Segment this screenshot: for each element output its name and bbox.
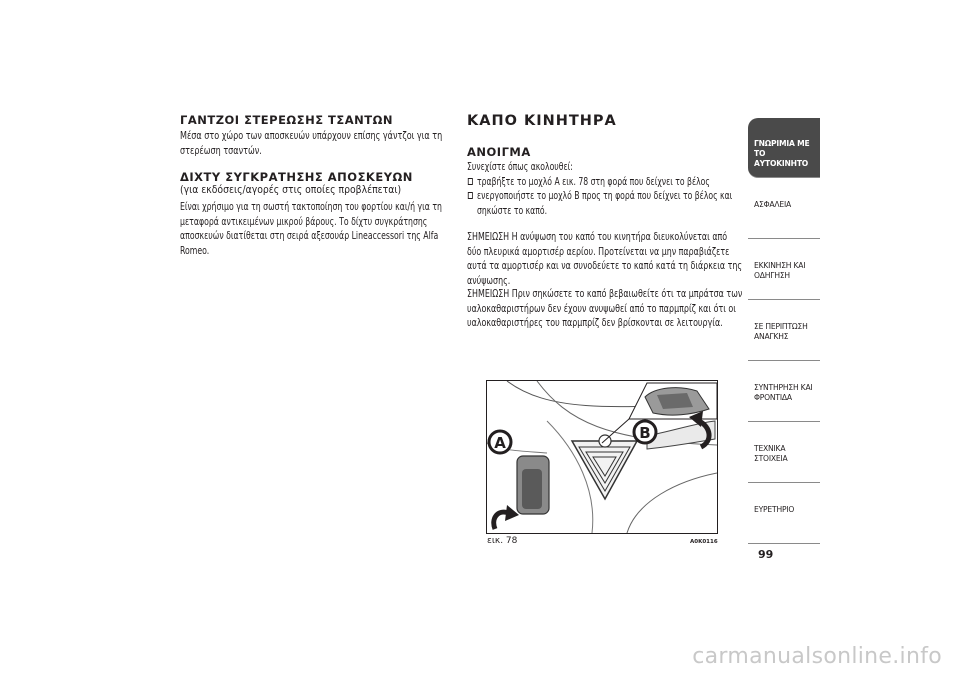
list-item [467, 175, 710, 190]
list-item-text: σηκώστε το καπό. [476, 204, 548, 217]
hood-release-illustration [487, 381, 717, 533]
opening-instructions [467, 160, 733, 218]
tab-label: ΦΡΟΝΤΙΔΑ [754, 393, 792, 402]
luggage-net-subtitle: (για εκδόσεις/αγορές στις οποίες προβλέπεται) [180, 184, 402, 196]
tab-label: ΕΚΚΙΝΗΣΗ ΚΑΙ [754, 261, 806, 270]
tab-technical-data[interactable] [748, 423, 820, 483]
tab-label: ΑΝΑΓΚΗΣ [754, 332, 789, 341]
tab-label: ΑΥΤΟΚΙΝΗΤΟ [754, 159, 809, 168]
subsection-heading-opening: ΑΝΟΙΓΜΑ [467, 145, 531, 159]
section-heading-luggage-net: ΔΙΧΤΥ ΣΥΓΚΡΑΤΗΣΗΣ ΑΠΟΣΚΕΥΩΝ [180, 170, 413, 184]
intro-text: Συνεχίστε όπως ακολουθεί: [467, 161, 573, 173]
list-item [467, 189, 733, 218]
text-line: Είναι χρήσιμο για τη σωστή τακτοποίηση του φορτίου και/ή για τη [180, 201, 442, 213]
text-line: δύο πλευρικά αμορτισέρ αερίου. Προτείνεται να μην παραβιάζετε [467, 245, 730, 258]
luggage-net-paragraph [180, 200, 442, 258]
text-line: υαλοκαθαριστήρων δεν έχουν ανυψωθεί από το παρμπρίζ και ότι οι [467, 302, 736, 315]
text-line: ανύψωσης. [467, 274, 511, 287]
note-wipers [467, 287, 743, 331]
text-line: αυτά τα αμορτισέρ και να συνοδεύετε το καπό κατά τη διάρκεια της [467, 260, 743, 272]
tab-safety[interactable] [748, 179, 820, 239]
tab-emergency[interactable] [748, 301, 820, 361]
tab-label: ΟΔΗΓΗΣΗ [754, 271, 790, 280]
page-title: ΚΑΠΟ ΚΙΝΗΤΗΡΑ [467, 113, 617, 129]
text-line: υαλοκαθαριστήρες του παρμπρίζ δεν βρίσκονται σε λειτουργία. [467, 317, 723, 329]
text-line: μεταφορά αντικειμένων μικρού βάρους. Το δίχτυ συγκράτησης [180, 215, 428, 228]
tab-label: ΑΣΦΑΛΕΙΑ [754, 200, 791, 209]
tab-label: ΤΕΧΝΙΚΑ ΣΤΟΙΧΕΙΑ [754, 444, 788, 463]
figure-caption: εικ. 78 [487, 536, 518, 546]
figure-code: A0K0116 [690, 539, 718, 545]
text-line: στερέωση τσαντών. [180, 144, 262, 157]
page-number: 99 [758, 548, 774, 561]
tab-index[interactable] [748, 484, 820, 544]
note-gas-struts [467, 230, 743, 288]
text-line: ΣΗΜΕΙΩΣΗ Πριν σηκώσετε το καπό βεβαιωθείτε ότι τα μπράτσα των [467, 288, 743, 300]
text-line: αποσκευών διατίθεται στη σειρά αξεσουάρ Lineaccessori της Alfa [180, 230, 439, 242]
tab-getting-to-know-car[interactable] [748, 118, 820, 178]
tab-label: ΣΥΝΤΗΡΗΣΗ ΚΑΙ [754, 383, 813, 392]
watermark: carmanualsonline.info [692, 644, 942, 669]
figure-hood-release [486, 380, 718, 534]
tab-label: ΓΝΩΡΙΜΙΑ ΜΕ ΤΟ [754, 139, 810, 158]
section-heading-bag-hooks: ΓΑΝΤΖΟΙ ΣΤΕΡΕΩΣΗΣ ΤΣΑΝΤΩΝ [180, 113, 394, 127]
list-item-text: ενεργοποιήστε το μοχλό B προς τη φορά που δείχνει το βέλος και [476, 190, 733, 202]
text-line: Romeo. [180, 244, 210, 257]
label-b: B [639, 424, 651, 442]
text-line: ΣΗΜΕΙΩΣΗ Η ανύψωση του καπό του κινητήρα διευκολύνεται από [467, 231, 728, 243]
label-a: A [494, 434, 506, 452]
bag-hooks-paragraph [180, 129, 443, 158]
tab-label: ΣΕ ΠΕΡΙΠΤΩΣΗ [754, 322, 808, 331]
list-item-text: τραβήξτε το μοχλό A εικ. 78 στη φορά που δείχνει το βέλος [476, 175, 710, 188]
tab-label: ΕΥΡΕΤΗΡΙΟ [754, 505, 795, 514]
text-line: Μέσα στο χώρο των αποσκευών υπάρχουν επίσης γάντζοι για τη [180, 130, 443, 142]
tab-starting-driving[interactable] [748, 240, 820, 300]
tab-maintenance-care[interactable] [748, 362, 820, 422]
